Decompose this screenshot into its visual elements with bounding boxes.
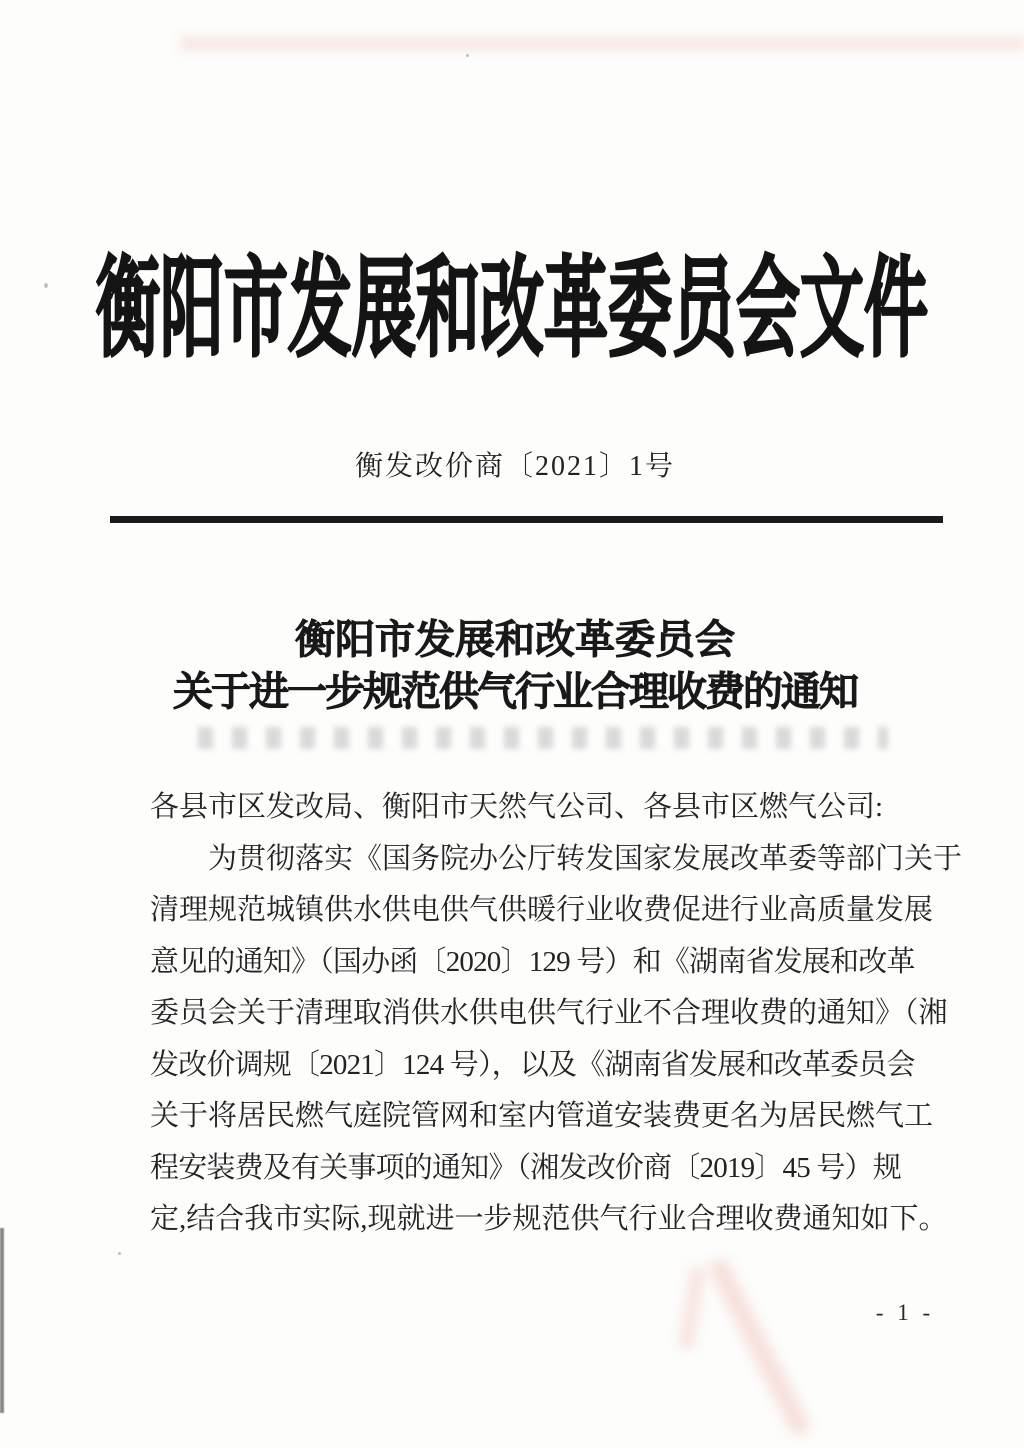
bleed-through-text-artifact: [198, 727, 888, 749]
notice-title-subject: 关于进一步规范供气行业合理收费的通知: [173, 669, 857, 714]
bleed-through-stain-artifact: [555, 1255, 805, 1430]
body-line: 发改价调规〔2021〕124 号），以及《湖南省发展和改革委员会: [150, 1048, 915, 1081]
bleed-through-artifact-top: [180, 36, 1024, 51]
body-line: 为贯彻落实《国务院办公厅转发国家发展改革委等部门关于: [208, 842, 963, 875]
scan-speck-artifact: [118, 1252, 121, 1255]
body-line: 清理规范城镇供水供电供气供暖行业收费促进行业高质量发展: [150, 894, 934, 926]
stain-stroke: [678, 1264, 705, 1350]
body-line: 委员会关于清理取消供水供电供气行业不合理收费的通知》（湘: [150, 997, 948, 1029]
separator-rule: [110, 516, 943, 523]
body-line: 定,结合我市实际,现就进一步规范供气行业合理收费通知如下。: [150, 1203, 948, 1235]
stain-stroke: [706, 1255, 812, 1438]
document-number: 衡发改价商〔2021〕1号: [354, 451, 675, 482]
scan-speck-artifact: [466, 54, 469, 57]
scan-edge-artifact: [0, 1228, 4, 1413]
scan-speck-artifact: [44, 283, 48, 288]
body-line: 程安装费及有关事项的通知》（湘发改价商〔2019〕45 号）规: [150, 1151, 901, 1184]
page-number: - 1 -: [875, 1300, 935, 1325]
notice-title-organization: 衡阳市发展和改革委员会: [295, 617, 735, 662]
salutation-line: 各县市区发改局、衡阳市天然气公司、各县市区燃气公司:: [150, 791, 884, 823]
notice-body: [150, 782, 963, 1246]
body-line: 关于将居民燃气庭院管网和室内管道安装费更名为居民燃气工: [150, 1100, 934, 1132]
body-line: 意见的通知》（国办函〔2020〕129 号）和《湖南省发展和改革: [150, 945, 915, 978]
letterhead-title: 衡阳市发展和改革委员会文件: [96, 249, 928, 370]
